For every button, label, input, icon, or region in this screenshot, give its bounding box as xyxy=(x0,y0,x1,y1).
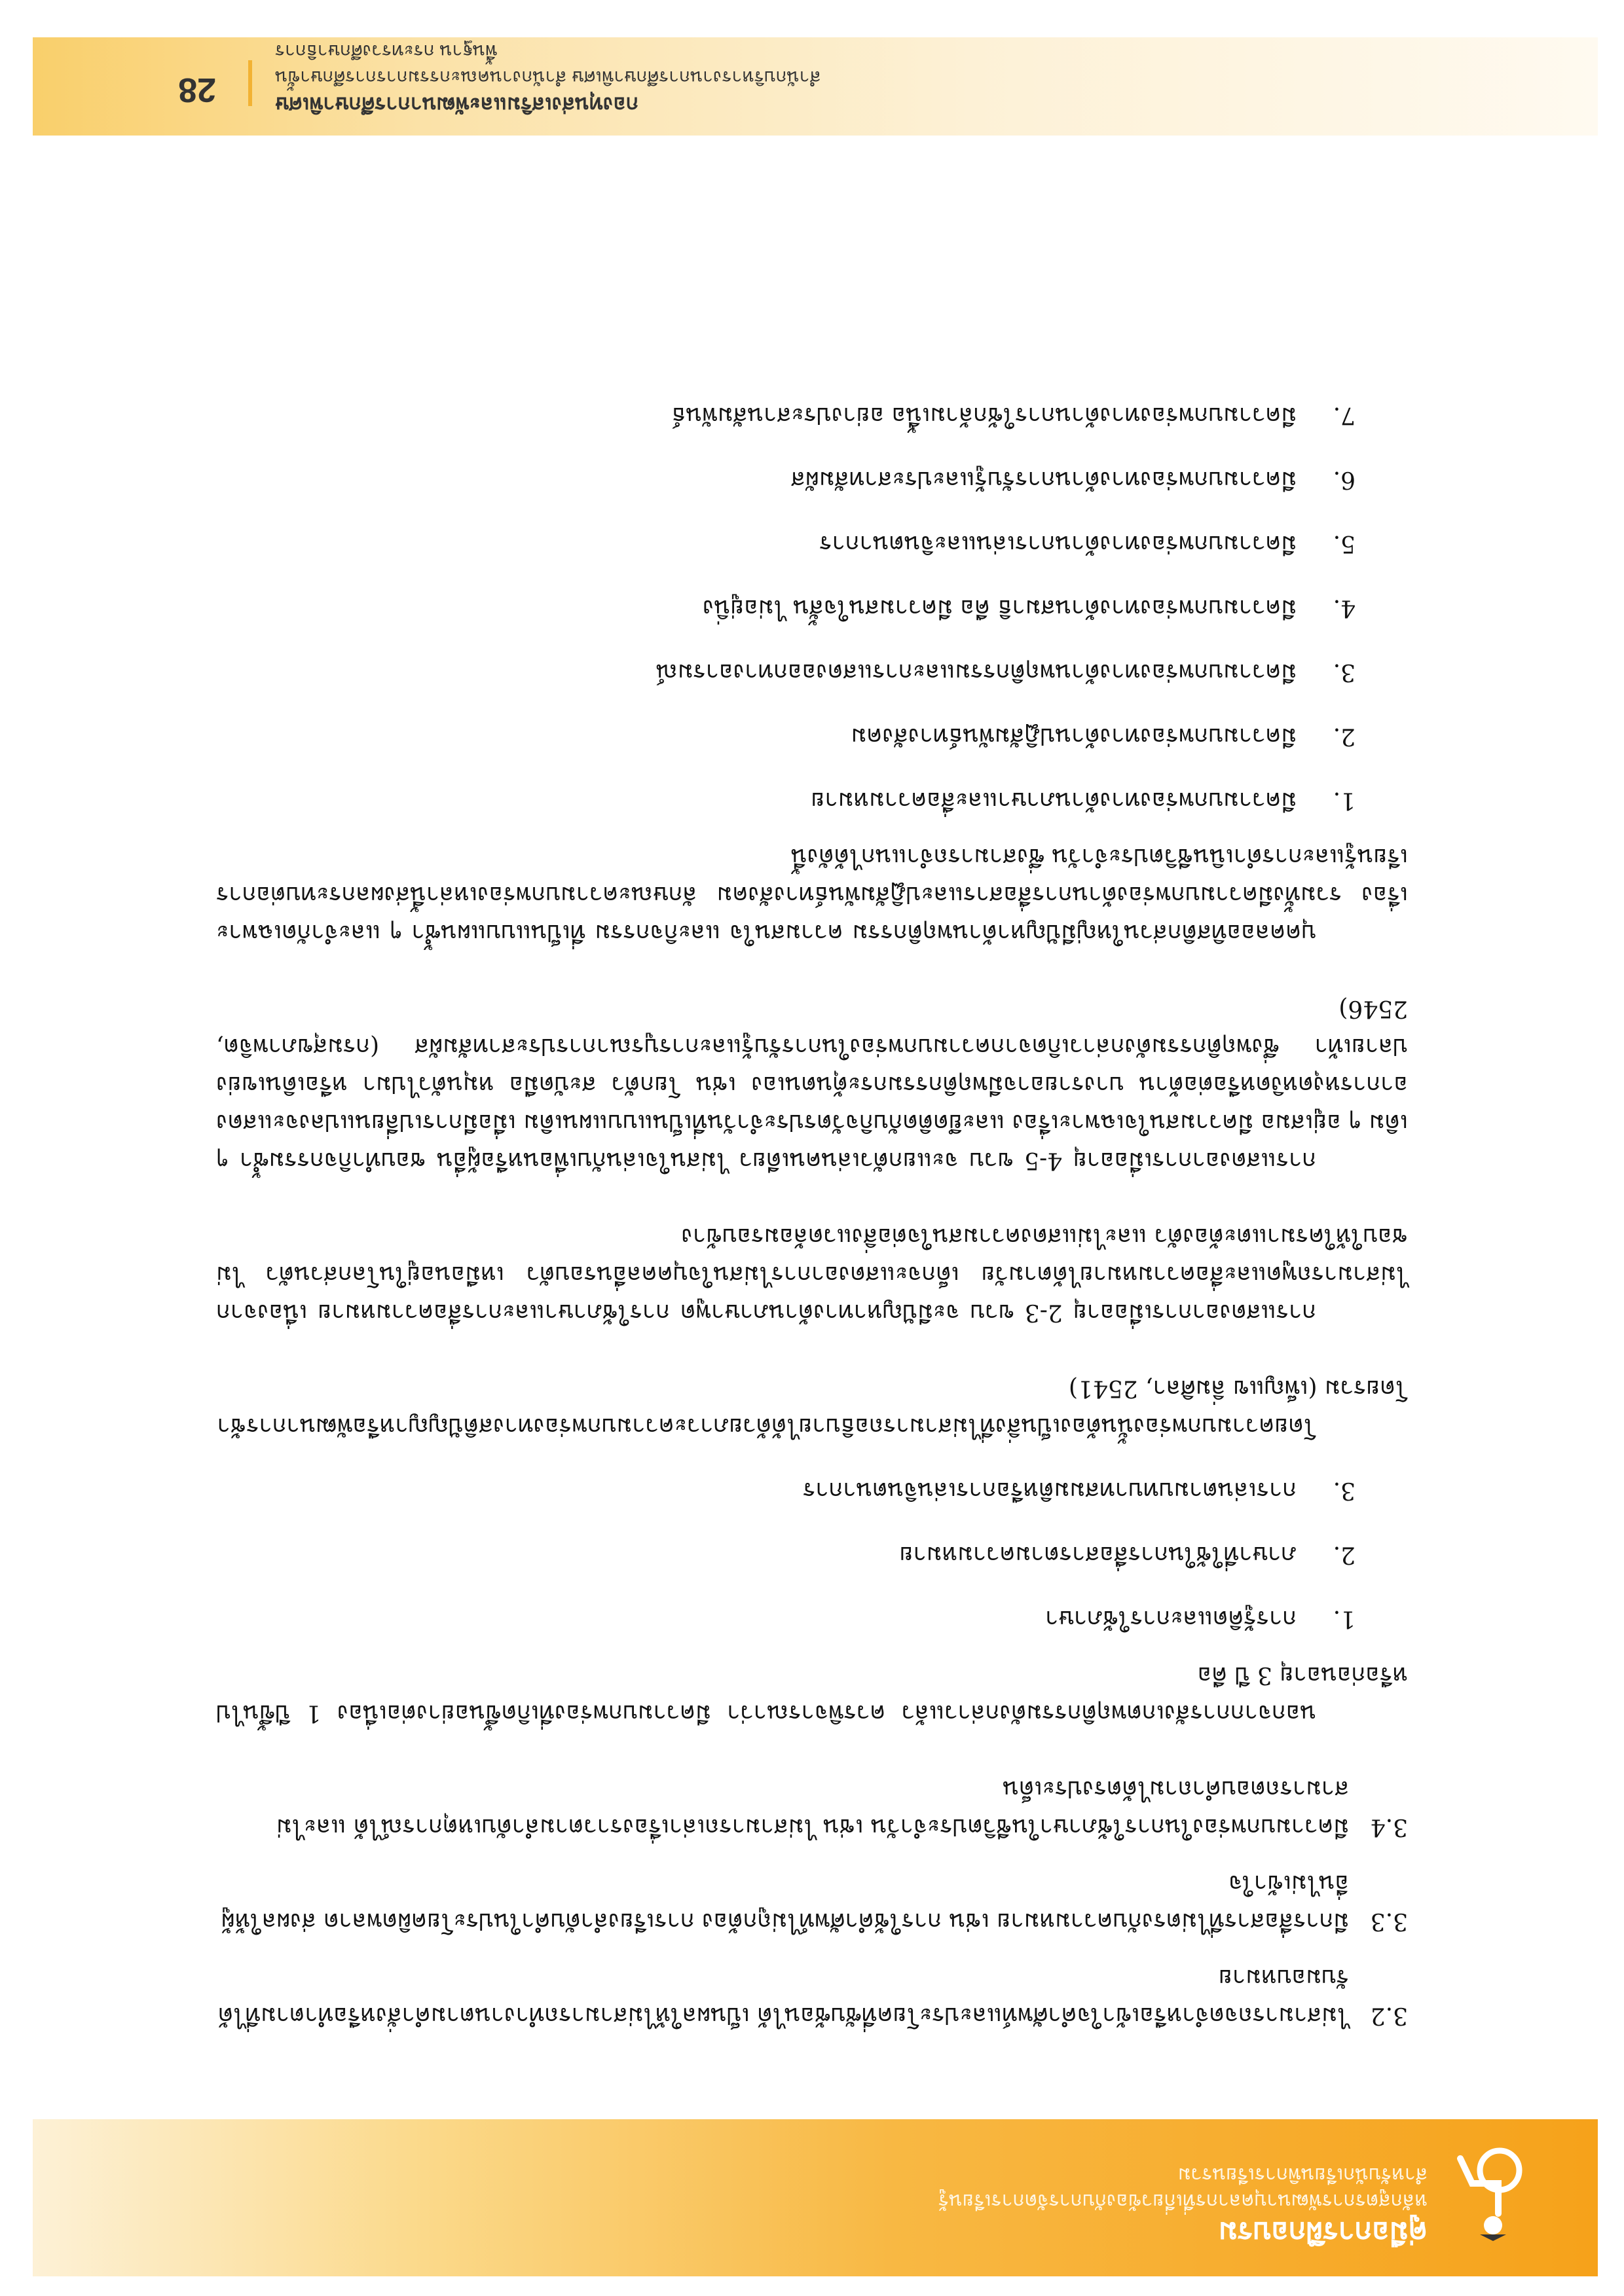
item-number: 3.2 xyxy=(1370,2002,1408,2029)
item-number: 3.3 xyxy=(1370,1908,1408,1935)
footer-fund-name: กองทุนส่งเสริมและพัฒนาการศึกษาพิเศษ xyxy=(275,93,639,117)
list-item xyxy=(216,524,1356,562)
item-text: มีความบกพร่องในการใช้ภาษาในชีวิตประจำวัน เช่น ไม่สามารถเล่าเรื่องราวตามลำดับเหตุการณ์ได้ และไม่สามารถตอบคำถามได้ตรงประเด็น xyxy=(276,1776,1349,1840)
criteria-list xyxy=(216,1471,1408,1637)
list-item xyxy=(216,1770,1408,1846)
list-item xyxy=(216,653,1356,691)
item-number: 1. xyxy=(1333,1605,1356,1632)
item-number: 2. xyxy=(1333,723,1356,750)
item-number: 7. xyxy=(1333,402,1356,429)
manual-title: คู่มือการฝึกอบรม xyxy=(1218,2216,1428,2248)
deficit-list xyxy=(216,396,1408,819)
paragraph: โดยความบกพร่องนั้นต้องเป็นสิ่งที่ไม่สามารถอธิบายได้ด้วยภาวะความบกพร่องทางสติปัญญาหรือพัฒนาการช้าโดยรวม (เพ็ญแข ลิ่มศิลา, 2541) xyxy=(217,1375,1408,1440)
list-item xyxy=(216,589,1356,627)
item-text: การรู้คิดและการใช้ภาษา xyxy=(1045,1605,1297,1632)
list-item xyxy=(216,1958,1408,2034)
footer-office-name: สำนักบริหารงานการศึกษาพิเศษ สำนักงานคณะกรรมการการศึกษาขั้นพื้นฐาน กระทรวงศึกษาธิการ xyxy=(275,41,821,88)
item-number: 2. xyxy=(1333,1541,1356,1568)
wheelchair-graduation-icon xyxy=(1441,2145,1545,2244)
header-text xyxy=(938,2161,1428,2250)
list-item xyxy=(216,781,1356,819)
item-number: 6. xyxy=(1333,466,1356,493)
list-item xyxy=(216,1864,1408,1940)
manual-subtitle-2: สำหรับนักเรียนพิการเรียนรวม xyxy=(1177,2164,1428,2185)
item-text: มีความบกพร่องทางด้านภาษาและสื่อความหมาย xyxy=(811,787,1297,814)
item-number: 1. xyxy=(1333,787,1356,814)
item-text: มีความบกพร่องทางด้านการใช้กล้ามเนื้อ อย่างประสานสัมพันธ์ xyxy=(671,402,1297,429)
item-number: 5. xyxy=(1333,530,1356,557)
item-text: มีความบกพร่องทางด้านสมาธิ คือ มีความสนใจสั้น ไม่อยู่นิ่ง xyxy=(702,594,1297,621)
list-item xyxy=(216,1599,1356,1637)
item-number: 3. xyxy=(1333,659,1356,685)
footer-divider xyxy=(248,60,252,106)
list-item xyxy=(216,717,1356,755)
item-number: 3. xyxy=(1333,1477,1356,1504)
body-content xyxy=(216,370,1408,2034)
item-text: การเล่นตามบทบาทสมมติหรือการเล่นจินตนาการ xyxy=(802,1477,1297,1504)
footer-text xyxy=(275,38,838,119)
item-text: ไม่สามารถจดจำหรือเข้าใจคำศัพท์และประโยคที่ซับซ้อนได้ เป็นผลให้ไม่สามารถทำงานตามคำสั่งหรือทำตามที่ได้รับมอบหมาย xyxy=(217,1964,1349,2029)
item-text: มีความบกพร่องทางด้านการรับรู้และประสาทสัมผัส xyxy=(790,466,1297,493)
item-text: มีความบกพร่องทางด้านการเล่นและจินตนาการ xyxy=(819,530,1297,557)
paragraph: นอกจากการสังเกตพฤติกรรมดังกล่าวแล้ว ควรพิจารณาว่า มีความบกพร่องที่เกิดขึ้นอย่างต่อเนื่อง 1 ปีขึ้นไป หรือก่อนอายุ 3 ปี คือ xyxy=(216,1662,1408,1726)
page-number: 28 xyxy=(178,71,216,109)
item-text: ภาษาที่ใช้ในการสื่อสารตามความหมาย xyxy=(899,1541,1297,1568)
item-text: มีการสื่อสารที่ไม่ตรงกับความหมาย เช่น การใช้คำศัพท์ไม่ถูกต้อง การเรียงลำดับคำในประโยคผิดพลาด ส่งผลให้ผู้อื่นไม่เข้าใจ xyxy=(221,1870,1349,1935)
paragraph: บุคคลออทิสติกส่วนใหญ่มีปัญหาด้านพฤติกรรม ความสนใจ และกิจกรรม ที่เป็นแบบแผนซ้ำ ๆ และจำกัดเฉพาะเรื่อง รวมทั้งมีความบกพร่องด้านการสื่อสารและปฏิสัมพันธ์ทางสังคม ลักษณะความบกพร่องเหล่านี้ส่งผลกระทบต่อการเรียนรู้และการดำเนินชีวิตประจำวัน ซึ่งสามารถจำแนกได้ดังนี้ xyxy=(216,843,1408,946)
item-number: 3.4 xyxy=(1370,1813,1408,1840)
paragraph: การแสดงอาการเมื่ออายุ 4-5 ขวบ จะแยกตัวเล่นคนเดียว ไม่สนใจเล่นกับเพื่อนหรือผู้อื่น ชอบทำกิจกรรมซ้ำ ๆ เดิม ๆ อยู่เสมอ มีความสนใจเฉพาะเรื่อง และยึดติดกับกิจวัตรประจำวันที่เป็นแบบแผนเดิม เมื่อมีการเปลี่ยนแปลงจะแสดงอาการหงุดหงิดหรือต่อต้าน บางรายอาจมีพฤติกรรมกระตุ้นตนเอง เช่น โยกตัว สะบัดมือ หมุนตัวไปมา หรือเดินเขย่งปลายเท้า ซึ่งพฤติกรรมดังกล่าวเกิดจากความบกพร่องในการรับรู้และการบูรณาการประสาทสัมผัส (กรมสุขภาพจิต, 2546) xyxy=(216,995,1408,1174)
paragraph: การแสดงอาการเมื่ออายุ 2-3 ขวบ จะมีปัญหาทางด้านภาษาพูด การใช้ภาษาและการสื่อความหมาย เนื่องจากไม่สามารถพูดและสื่อความหมายได้ตามวัย เด็กจะแสดงอาการไม่สนใจบุคคลอื่นรอบตัว เหมือนอยู่ในโลกส่วนตัว ไม่ชอบให้ใครมาแตะต้องตัว และไม่แสดงความสนใจต่อสิ่งแวดล้อมรอบข้าง xyxy=(216,1223,1408,1326)
manual-subtitle-1: หลักสูตรการพัฒนาบุคลากรที่เกี่ยวข้องกับการจัดการเรียนรู้ xyxy=(938,2190,1428,2212)
list-item xyxy=(216,396,1356,434)
list-item xyxy=(216,460,1356,498)
item-number: 4. xyxy=(1333,594,1356,621)
list-item xyxy=(216,1471,1356,1509)
item-text: มีความบกพร่องทางด้านพฤติกรรมและการแสดงออกทางอารมณ์ xyxy=(655,659,1297,685)
item-text: มีความบกพร่องทางด้านปฏิสัมพันธ์ทางสังคม xyxy=(851,723,1297,750)
list-item xyxy=(216,1535,1356,1573)
